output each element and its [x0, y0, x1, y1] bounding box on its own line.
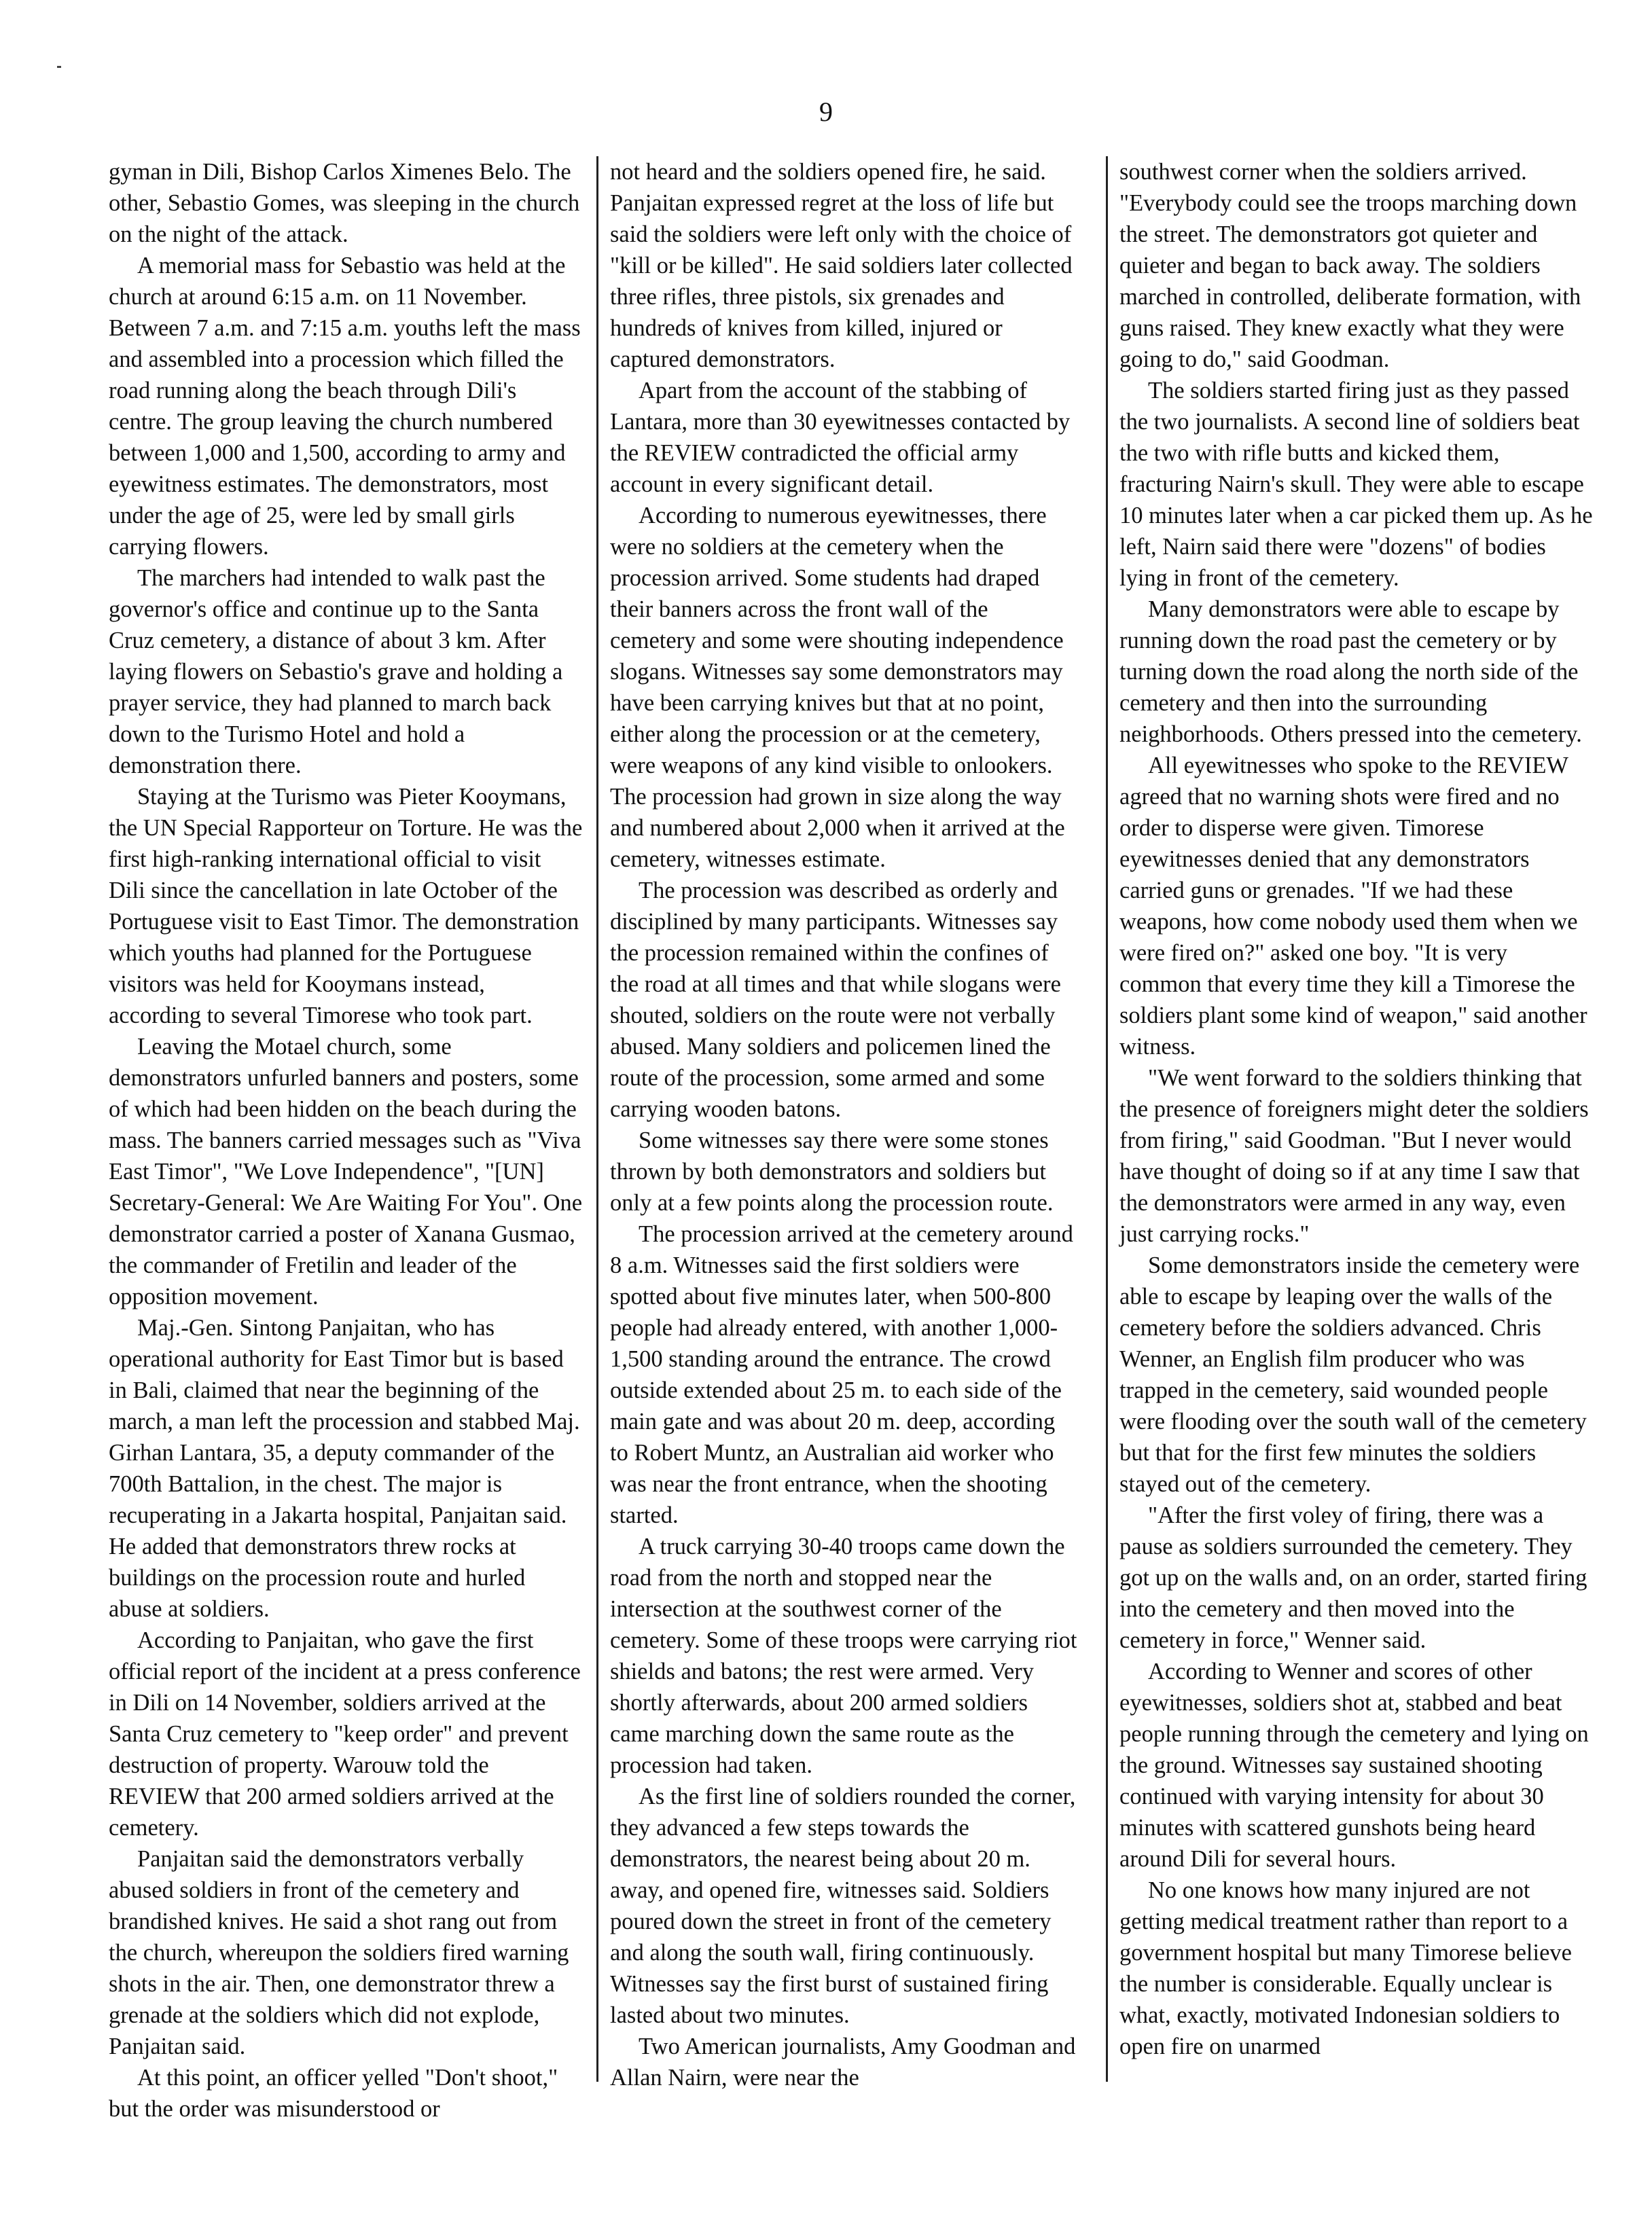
column-1 [109, 156, 583, 2125]
paragraph: According to numerous eyewitnesses, there were no soldiers at the cemetery when the procession arrived. Some students had draped their banners across the front wall of the cemetery and some were shouting independence slogans. Witnesses say some demonstrators may have been carrying knives but that at no point, either along the procession or at the cemetery, were weapons of any kind visible to onlookers. The procession had grown in size along the way and numbered about 2,000 when it arrived at the cemetery, witnesses estimate. [610, 503, 1065, 872]
paragraph: Some demonstrators inside the cemetery were able to escape by leaping over the walls of the cemetery before the soldiers advanced. Chris Wenner, an English film producer who was trapped in the cemetery, said wounded people were flooding over the south wall of the cemetery but that for the first few minutes the soldiers stayed out of the cemetery. [1119, 1252, 1587, 1497]
paragraph: Leaving the Motael church, some demonstrators unfurled banners and posters, some of which had been hidden on the beach during the mass. The banners carried messages such as "Viva East Timor", "We Love Independence", "[UN] Secretary-General: We Are Waiting For You". One demonstrator carried a poster of Xanana Gusmao, the commander of Fretilin and leader of the opposition movement. [109, 1034, 583, 1310]
paragraph: A truck carrying 30-40 troops came down the road from the north and stopped near the intersection at the southwest corner of the cemetery. Some of these troops were carrying riot shields and batons; the rest were armed. Very shortly afterwards, about 200 armed soldiers came marching down the same route as the procession had taken. [610, 1534, 1077, 1778]
paragraph: Maj.-Gen. Sintong Panjaitan, who has operational authority for East Timor but is based in Bali, claimed that near the beginning of the march, a man left the procession and stabbed Maj. Girhan Lantara, 35, a deputy commander of the 700th Battalion, in the chest. The major is recuperating in a Jakarta hospital, Panjaitan said. He added that demonstrators threw rocks at buildings on the procession route and hurled abuse at soldiers. [109, 1315, 580, 1622]
paragraph: The procession was described as orderly and disciplined by many participants. Witnesses say the procession remained within the confines of the road at all times and that while slogans were shouted, soldiers on the route were not verbally abused. Many soldiers and policemen lined the route of the procession, some armed and some carrying wooden batons. [610, 878, 1061, 1122]
paragraph: At this point, an officer yelled "Don't shoot," but the order was misunderstood or [109, 2065, 558, 2122]
paragraph: As the first line of soldiers rounded the corner, they advanced a few steps towards the demonstrators, the nearest being about 20 m. away, and opened fire, witnesses said. Soldiers poured down the street in front of the cemetery and along the south wall, firing continuously. Witnesses say the first burst of sustained firing lasted about two minutes. [610, 1784, 1076, 2028]
paragraph: A memorial mass for Sebastio was held at the church at around 6:15 a.m. on 11 November. Between 7 a.m. and 7:15 a.m. youths left the mass and assembled into a procession which filled the road running along the beach through Dili's centre. The group leaving the church numbered between 1,000 and 1,500, according to army and eyewitness estimates. The demonstrators, most under the age of 25, were led by small girls carrying flowers. [109, 253, 581, 560]
paragraph: "We went forward to the soldiers thinking that the presence of foreigners might deter the soldiers from firing," said Goodman. "But I never would have thought of doing so if at any time I saw that the demonstrators were armed in any way, even just carrying rocks." [1119, 1065, 1589, 1247]
paragraph: southwest corner when the soldiers arrived. "Everybody could see the troops marching down the street. The demonstrators got quieter and quieter and began to back away. The soldiers marched in controlled, deliberate formation, with guns raised. They knew exactly what they were going to do," said Goodman. [1119, 159, 1581, 372]
paragraph: According to Wenner and scores of other eyewitnesses, soldiers shot at, stabbed and beat people running through the cemetery and lying on the ground. Witnesses say sustained shooting continued with varying intensity for about 30 minutes with scattered gunshots being heard around Dili for several hours. [1119, 1659, 1589, 1872]
page-number: 9 [819, 96, 833, 127]
paragraph: Two American journalists, Amy Goodman and Allan Nairn, were near the [610, 2034, 1076, 2091]
paragraph: Staying at the Turismo was Pieter Kooymans, the UN Special Rapporteur on Torture. He was the first high-ranking international official to visit Dili since the cancellation in late October of the Portuguese visit to East Timor. The demonstration which youths had planned for the Portuguese visitors was held for Kooymans instead, according to several Timorese who took part. [109, 784, 583, 1028]
paragraph: The procession arrived at the cemetery around 8 a.m. Witnesses said the first soldiers were spotted about five minutes later, when 500-800 people had already entered, with another 1,000- 1,500 standing around the entrance. The crowd outside extended about 25 m. to each side of the main gate and was about 20 m. deep, according to Robert Muntz, an Australian aid worker who was near the front entrance, when the shooting started. [610, 1221, 1073, 1528]
paragraph: Some witnesses say there were some stones thrown by both demonstrators and soldiers but only at a few points along the procession route. [610, 1127, 1054, 1216]
paragraph: Panjaitan said the demonstrators verbally abused soldiers in front of the cemetery and brandished knives. He said a shot rang out from the church, whereupon the soldiers fired warning shots in the air. Then, one demonstrator threw a grenade at the soldiers which did not explode, Panjaitan said. [109, 1846, 569, 2059]
paragraph: No one knows how many injured are not getting medical treatment rather than report to a government hospital but many Timorese believe the number is considerable. Equally unclear is what, exactly, motivated Indonesian soldiers to open fire on unarmed [1119, 1877, 1572, 2059]
paragraph: not heard and the soldiers opened fire, he said. Panjaitan expressed regret at the loss of life but said the soldiers were left only with the choice of "kill or be killed". He said soldiers later collected three rifles, three pistols, six grenades and hundreds of knives from killed, injured or captured demonstrators. [610, 159, 1073, 372]
paragraph: gyman in Dili, Bishop Carlos Ximenes Belo. The other, Sebastio Gomes, was sleeping in the church on the night of the attack. [109, 159, 580, 247]
column-3 [1119, 156, 1595, 2062]
scan-speck [57, 66, 61, 68]
paragraph: Many demonstrators were able to escape by running down the road past the cemetery or by turning down the road along the north side of the cemetery and then into the surrounding neighborhoods. Others pressed into the cemetery. [1119, 596, 1582, 747]
paragraph: The soldiers started firing just as they passed the two journalists. A second line of soldiers beat the two with rifle butts and kicked them, fracturing Nairn's skull. They were able to escape 10 minutes later when a car picked them up. As he left, Nairn said there were "dozens" of bodies lying in front of the cemetery. [1119, 378, 1593, 591]
column-rule [596, 156, 598, 2082]
paragraph: According to Panjaitan, who gave the first official report of the incident at a press conference in Dili on 14 November, soldiers arrived at the Santa Cruz cemetery to "keep order" and prevent destruction of property. Warouw told the REVIEW that 200 armed soldiers arrived at the cemetery. [109, 1627, 581, 1841]
paragraph: Apart from the account of the stabbing of Lantara, more than 30 eyewitnesses contacted by the REVIEW contradicted the official army account in every significant detail. [610, 378, 1071, 497]
column-2 [610, 156, 1079, 2093]
column-rule [1106, 156, 1108, 2082]
paragraph: "After the first voley of firing, there was a pause as soldiers surrounded the cemetery. They got up on the walls and, on an order, started firing into the cemetery and then moved into the cemetery in force," Wenner said. [1119, 1502, 1587, 1653]
paragraph: All eyewitnesses who spoke to the REVIEW agreed that no warning shots were fired and no order to disperse were given. Timorese eyewitnesses denied that any demonstrators carried guns or grenades. "If we had these weapons, how come nobody used them when we were fired on?" asked one boy. "It is very common that every time they kill a Timorese the soldiers plant some kind of weapon," said another witness. [1119, 753, 1587, 1060]
paragraph: The marchers had intended to walk past the governor's office and continue up to the Santa Cruz cemetery, a distance of about 3 km. After laying flowers on Sebastio's grave and holding a prayer service, they had planned to march back down to the Turismo Hotel and hold a demonstration there. [109, 565, 563, 778]
